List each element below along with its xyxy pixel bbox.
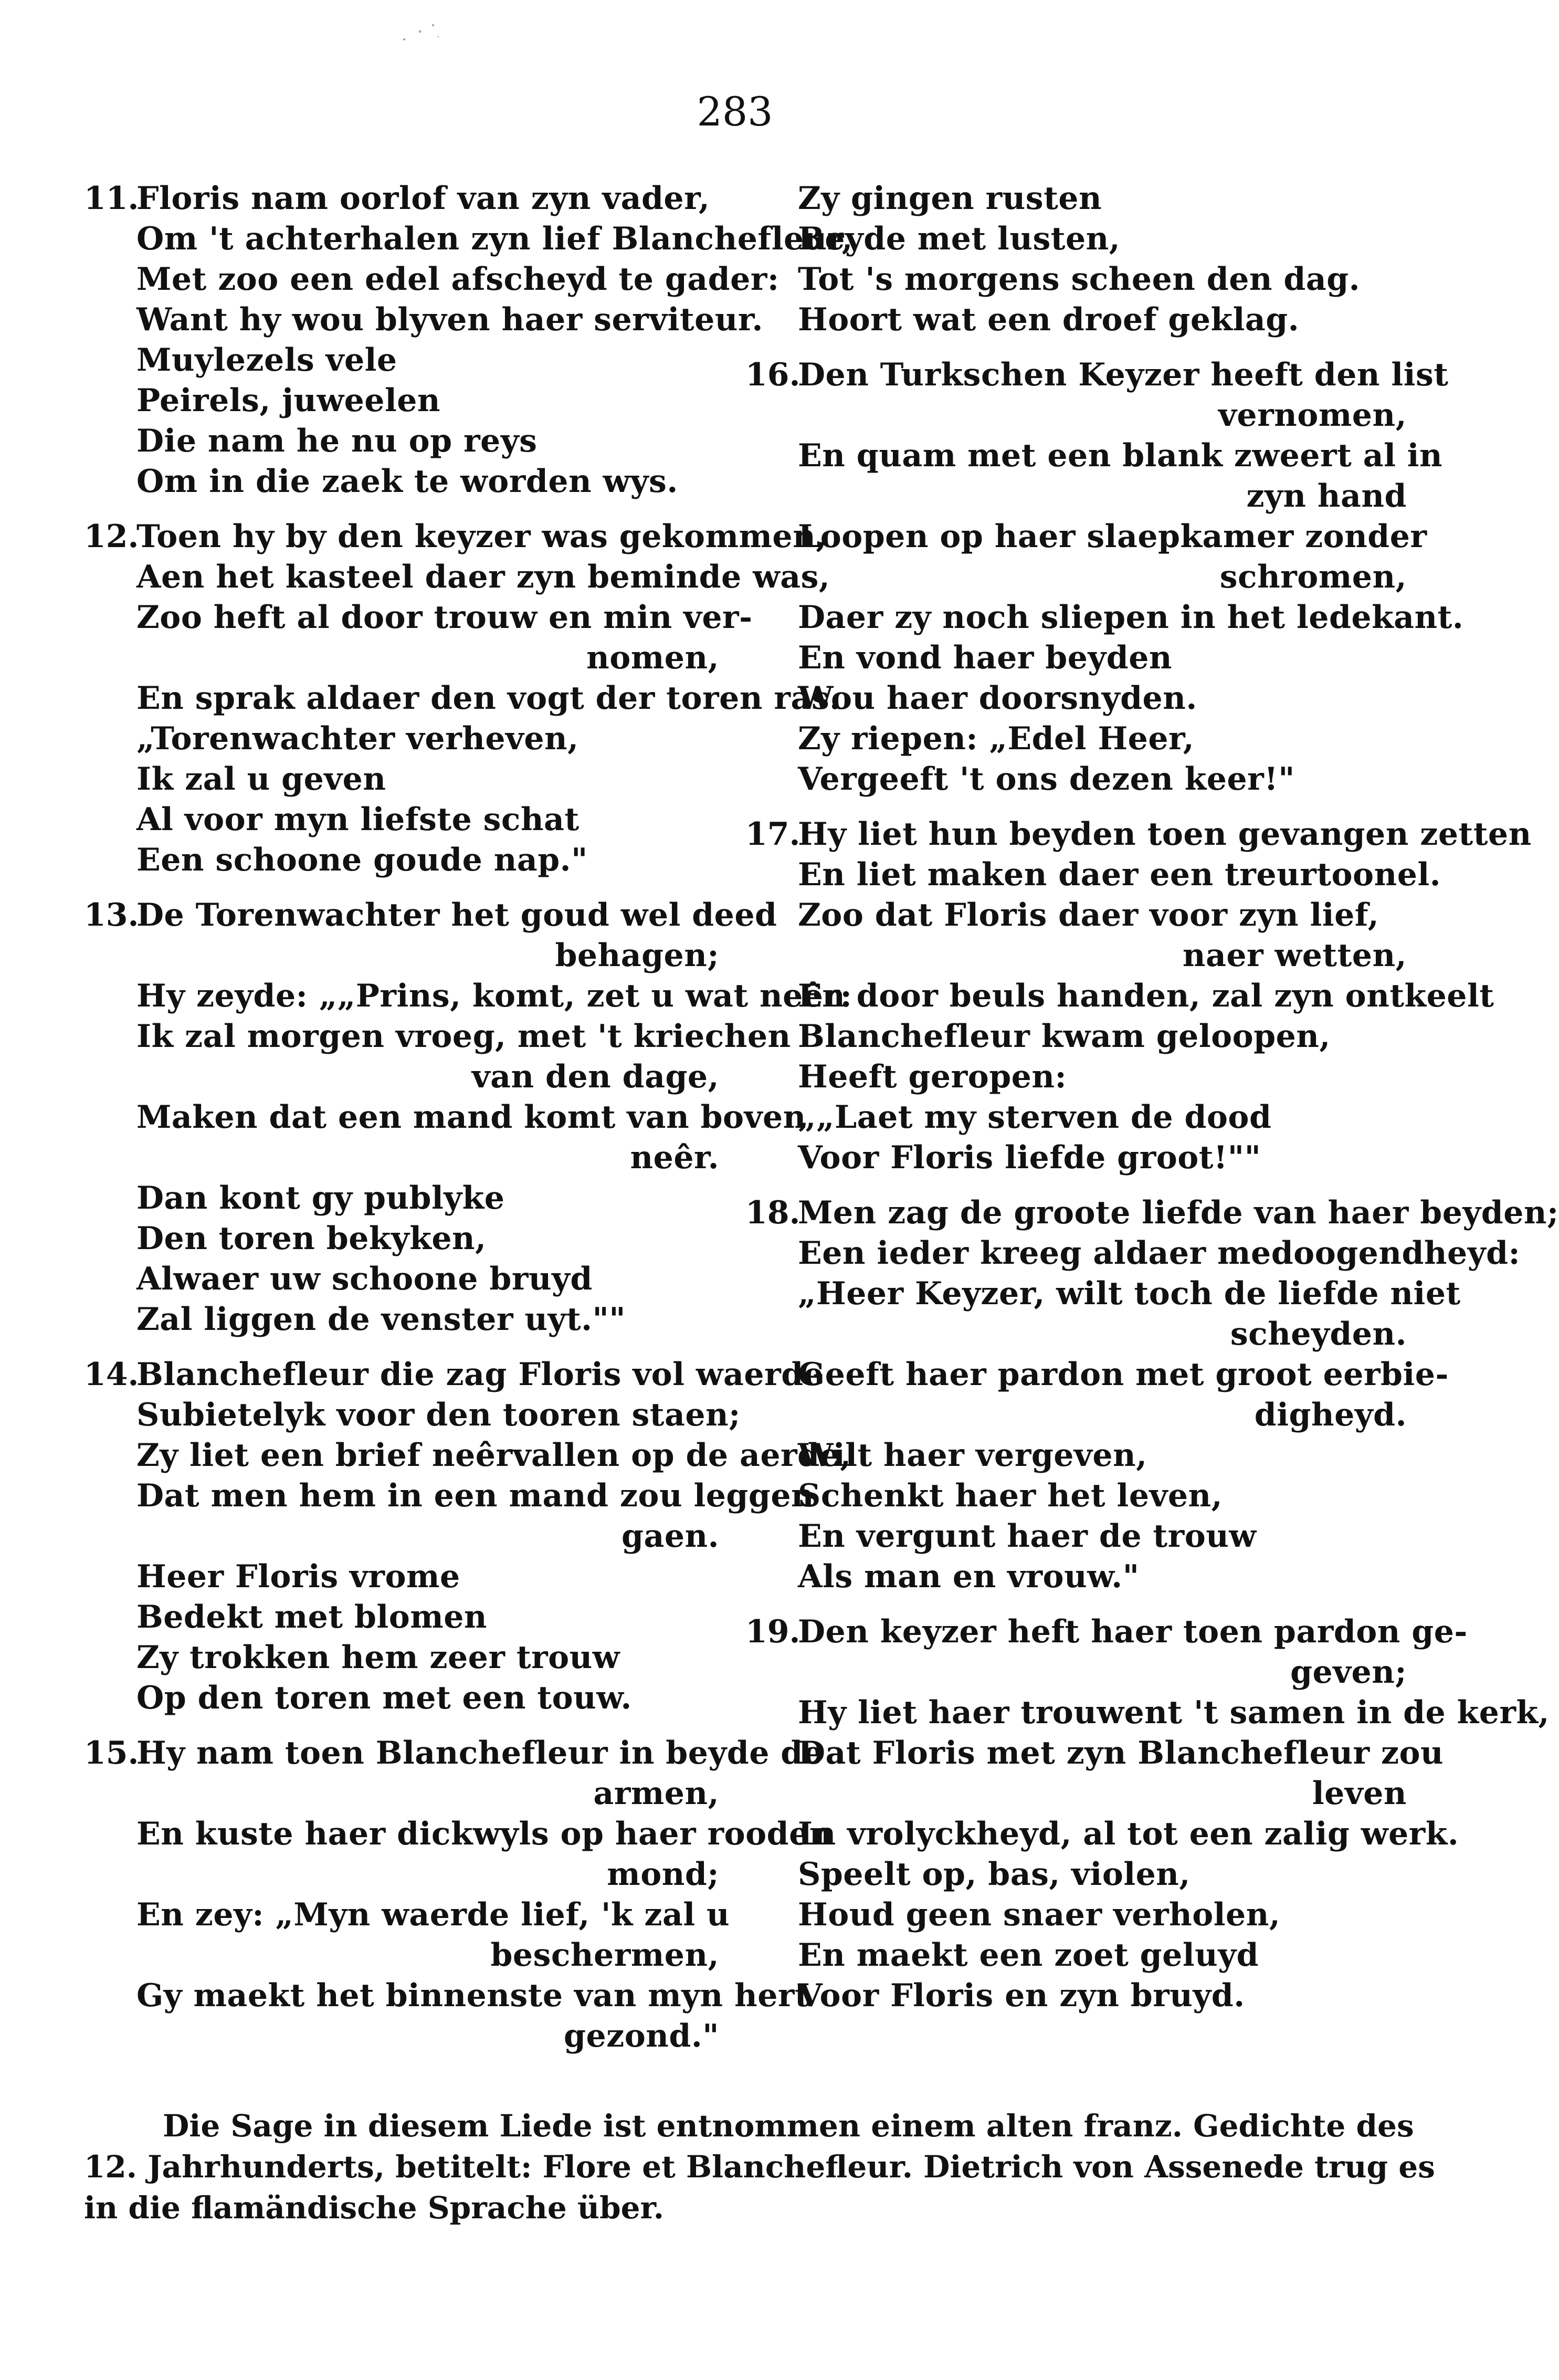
- verse-line: Om in die zaek te worden wys.: [136, 463, 678, 500]
- verse-line: En maekt een zoet geluyd: [798, 1937, 1259, 1974]
- verse-line: Zy gingen rusten: [798, 180, 1102, 217]
- verse-line: Dan kont gy publyke: [136, 1180, 505, 1217]
- verse-line: En vond haer beyden: [798, 639, 1173, 676]
- verse-line: Speelt op, bas, violen,: [798, 1856, 1191, 1893]
- verse-line: Als man en vrouw.": [798, 1558, 1140, 1595]
- verse-line: Wilt haer vergeven,: [798, 1437, 1147, 1474]
- footnote: [84, 2105, 1435, 2228]
- verse-line-continuation: behagen;: [555, 937, 719, 974]
- verse-line: Die nam he nu op reys: [136, 423, 538, 459]
- verse-line: Loopen op haer slaepkamer zonder: [798, 518, 1427, 555]
- verse-line-continuation: neêr.: [630, 1139, 719, 1176]
- verse-line: Men zag de groote liefde van haer beyden;: [798, 1194, 1559, 1231]
- right-column: [745, 179, 1559, 2031]
- verse-line-continuation: schromen,: [1219, 559, 1407, 595]
- verse-line: Blanchefleur die zag Floris vol waerde: [136, 1356, 824, 1393]
- verse-line: Aen het kasteel daer zyn beminde was,: [136, 559, 830, 595]
- verse-line: Zy liet een brief neêrvallen op de aerde,: [136, 1437, 851, 1474]
- verse-line-continuation: van den dage,: [471, 1058, 719, 1095]
- verse-line: Alwaer uw schoone bruyd: [136, 1261, 593, 1297]
- verse-line: Maken dat een mand komt van boven: [136, 1099, 806, 1136]
- stanza-number: 11.: [84, 180, 139, 217]
- verse-line-continuation: beschermen,: [490, 1937, 719, 1974]
- verse-line: De Torenwachter het goud wel deed: [136, 897, 777, 934]
- stanza-number: 16.: [745, 357, 800, 393]
- verse-line-continuation: mond;: [607, 1856, 719, 1893]
- verse-line: Blanchefleur kwam geloopen,: [798, 1018, 1331, 1055]
- stanza: [745, 1612, 1550, 2016]
- verse-line: Met zoo een edel afscheyd te gader:: [136, 261, 780, 298]
- verse-line: Om 't achterhalen zyn lief Blanchefleur,: [136, 221, 853, 257]
- verse-line: In vrolyckheyd, al tot een zalig werk.: [798, 1816, 1459, 1852]
- verse-line: Wou haer doorsnyden.: [798, 680, 1197, 717]
- verse-line: Op den toren met een touw.: [136, 1680, 632, 1716]
- verse-line: „Torenwachter verheven,: [136, 720, 579, 757]
- verse-line: En zey: „Myn waerde lief, 'k zal u: [136, 1896, 730, 1933]
- stanza-number: 18.: [745, 1194, 800, 1231]
- stanza-number: 19.: [745, 1613, 800, 1650]
- footnote-line: Die Sage in diesem Liede ist entnommen einem alten franz. Gedichte des: [163, 2108, 1414, 2144]
- verse-line: Gy maekt het binnenste van myn hert: [136, 1977, 810, 2014]
- verse-line: Ik zal morgen vroeg, met 't kriechen: [136, 1018, 791, 1055]
- stanza-number: 13.: [84, 897, 139, 934]
- verse-line-continuation: geven;: [1290, 1654, 1407, 1691]
- verse-line: Zoo dat Floris daer voor zyn lief,: [798, 897, 1379, 934]
- stanza: [745, 179, 1407, 340]
- verse-line: Want hy wou blyven haer serviteur.: [136, 301, 763, 338]
- footnote-line: 12. Jahrhunderts, betitelt: Flore et Blanchefleur. Dietrich von Assenede trug es: [84, 2149, 1435, 2185]
- verse-line: Tot 's morgens scheen den dag.: [798, 261, 1361, 298]
- verse-line: Den keyzer heft haer toen pardon ge-: [798, 1613, 1468, 1650]
- verse-line: Zy riepen: „Edel Heer,: [798, 720, 1195, 757]
- verse-line: Een ieder kreeg aldaer medoogendheyd:: [798, 1235, 1521, 1272]
- verse-line: „Heer Keyzer, wilt toch de liefde niet: [798, 1275, 1461, 1312]
- verse-line: Zy trokken hem zeer trouw: [136, 1639, 620, 1676]
- verse-line-continuation: nomen,: [586, 639, 719, 676]
- stanza-number: 15.: [84, 1735, 139, 1771]
- verse-line: Peirels, juweelen: [136, 382, 441, 419]
- verse-line: Schenkt haer het leven,: [798, 1477, 1223, 1514]
- verse-line: En liet maken daer een treurtoonel.: [798, 856, 1441, 893]
- verse-line: Hoort wat een droef geklag.: [798, 301, 1300, 338]
- verse-line: Vergeeft 't ons dezen keer!": [798, 761, 1295, 798]
- verse-line: Hy liet haer trouwent 't samen in de kerk,: [798, 1694, 1550, 1731]
- verse-line-continuation: leven: [1312, 1775, 1407, 1812]
- stanza: [745, 814, 1532, 1178]
- verse-line: Ik zal u geven: [136, 761, 386, 798]
- verse-line-continuation: gaen.: [621, 1518, 719, 1555]
- verse-line: Al voor myn liefste schat: [136, 801, 580, 838]
- verse-line: En vergunt haer de trouw: [798, 1518, 1257, 1555]
- verse-line-continuation: scheyden.: [1230, 1316, 1407, 1352]
- footnote-line: in die flamändische Sprache über.: [84, 2190, 664, 2226]
- verse-line: En sprak aldaer den vogt der toren ras.: [136, 680, 841, 717]
- stanza-number: 14.: [84, 1356, 139, 1393]
- verse-line: Beyde met lusten,: [798, 221, 1121, 257]
- verse-line: Heeft geropen:: [798, 1058, 1067, 1095]
- stanza: [745, 1193, 1559, 1597]
- verse-line: Hy liet hun beyden toen gevangen zetten: [798, 816, 1532, 853]
- stanza-number: 17.: [745, 816, 800, 853]
- verse-line: Den toren bekyken,: [136, 1220, 487, 1257]
- verse-line-continuation: zyn hand: [1246, 478, 1407, 515]
- verse-line-continuation: gezond.": [564, 2018, 719, 2054]
- verse-line: Bedekt met blomen: [136, 1599, 488, 1635]
- verse-line: Hy nam toen Blanchefleur in beyde de: [136, 1735, 824, 1771]
- verse-line: Hy zeyde: „„Prins, komt, zet u wat neêr:: [136, 978, 852, 1014]
- verse-line: En door beuls handen, zal zyn ontkeelt: [798, 978, 1494, 1014]
- verse-line: Voor Floris en zyn bruyd.: [798, 1977, 1245, 2014]
- verse-line: Zal liggen de venster uyt."": [136, 1301, 626, 1338]
- scan-speck-mark: [388, 16, 451, 47]
- page-number: 283: [697, 88, 773, 135]
- verse-line: Houd geen snaer verholen,: [798, 1896, 1281, 1933]
- verse-line: En kuste haer dickwyls op haer rooden: [136, 1816, 833, 1852]
- verse-line: Den Turkschen Keyzer heeft den list: [798, 357, 1449, 393]
- verse-line: Floris nam oorlof van zyn vader,: [136, 180, 710, 217]
- verse-line: Muylezels vele: [136, 342, 397, 379]
- verse-line: Toen hy by den keyzer was gekommen,: [136, 518, 827, 555]
- verse-line-continuation: armen,: [593, 1775, 719, 1812]
- verse-line: En quam met een blank zweert al in: [798, 437, 1443, 474]
- verse-line: Daer zy noch sliepen in het ledekant.: [798, 599, 1464, 636]
- verse-line-continuation: digheyd.: [1254, 1397, 1407, 1433]
- verse-line: Een schoone goude nap.": [136, 842, 588, 878]
- verse-line: Heer Floris vrome: [136, 1558, 460, 1595]
- verse-line: Voor Floris liefde groot!"": [798, 1139, 1261, 1176]
- verse-line-continuation: naer wetten,: [1182, 937, 1407, 974]
- verse-line-continuation: vernomen,: [1218, 397, 1407, 434]
- stanza-number: 12.: [84, 518, 139, 555]
- verse-line: Zoo heft al door trouw en min ver-: [136, 599, 753, 636]
- stanza: [745, 355, 1464, 800]
- verse-line: Subietelyk voor den tooren staen;: [136, 1397, 741, 1433]
- verse-line: Dat men hem in een mand zou leggen: [136, 1477, 815, 1514]
- verse-line: „„Laet my sterven de dood: [798, 1099, 1272, 1136]
- verse-line: Geeft haer pardon met groot eerbie-: [798, 1356, 1449, 1393]
- verse-line: Dat Floris met zyn Blanchefleur zou: [798, 1735, 1444, 1771]
- stanza: [84, 1733, 833, 2057]
